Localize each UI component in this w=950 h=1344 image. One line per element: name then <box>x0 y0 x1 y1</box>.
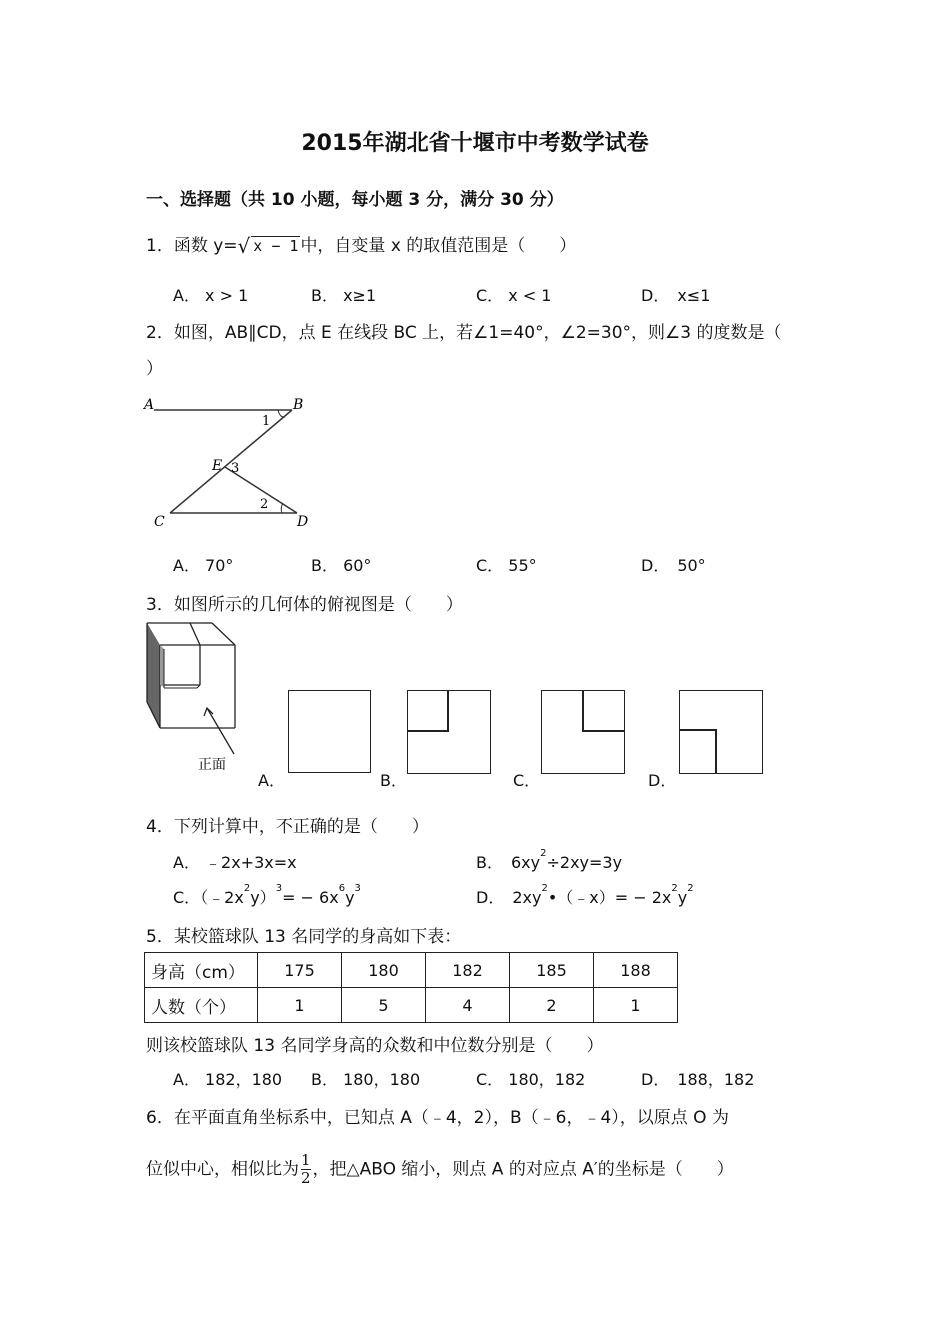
question-2-line2: ） <box>146 359 163 379</box>
ratio-fraction: $\frac{1}{2}$ <box>301 1151 311 1187</box>
front-label: 正面 <box>198 757 226 773</box>
q2-figure <box>140 392 330 532</box>
table-cell: 188 <box>594 953 678 988</box>
question-4: 4．下列计算中，不正确的是（ ） <box>146 817 429 837</box>
q1-radicand: x − 1 <box>253 237 299 255</box>
label-d: D <box>297 514 309 530</box>
q3-option-c-label: C． <box>513 771 541 790</box>
q4-option-a: A． ﹣2x+3x=x <box>173 853 297 872</box>
angle-2-arc <box>281 503 283 513</box>
q5-option-d: D． 188，182 <box>641 1070 755 1089</box>
label-a: A <box>144 397 155 413</box>
question-2-line1: 2．如图，AB∥CD，点 E 在线段 BC 上，若∠1=40°，∠2=30°，则∠3 的度数是（ <box>146 323 782 343</box>
label-e: E <box>212 458 223 474</box>
table-cell: 180 <box>342 953 426 988</box>
question-5: 5．某校篮球队 13 名同学的身高如下表： <box>146 927 462 947</box>
q5-follow-text: 则该校篮球队 13 名同学身高的众数和中位数分别是（ ） <box>146 1036 604 1056</box>
page-title: 2015年湖北省十堰市中考数学试卷 <box>301 131 649 156</box>
question-6-line1: 6．在平面直角坐标系中，已知点 A（﹣4，2），B（﹣6，﹣4），以原点 O 为 <box>146 1108 729 1128</box>
table-header-height: 身高（cm） <box>145 953 258 988</box>
radical-sign: √ <box>237 234 251 258</box>
q3-option-d-figure <box>679 690 764 775</box>
table-cell: 2 <box>510 988 594 1023</box>
q2-option-c: C． 55° <box>476 556 537 575</box>
q3-option-a-square <box>288 690 371 773</box>
table-cell: 1 <box>258 988 342 1023</box>
table-cell: 1 <box>594 988 678 1023</box>
q3-option-d-label: D． <box>648 771 677 790</box>
height-table <box>144 952 678 1023</box>
label-b: B <box>293 397 304 413</box>
q2-option-d: D． 50° <box>641 556 706 575</box>
q2-option-a: A． 70° <box>173 556 234 575</box>
q3-option-c-figure <box>541 690 626 775</box>
question-1 <box>146 231 576 258</box>
solid-left-face <box>147 623 160 728</box>
q4-option-b: B． $6xy^2\div 2xy=3y$ <box>476 848 623 872</box>
q5-option-a: A． 182，180 <box>173 1070 283 1089</box>
table-cell: 4 <box>426 988 510 1023</box>
label-angle-1: 1 <box>262 414 271 429</box>
q3-option-b-label: B． <box>380 771 407 790</box>
label-c: C <box>154 514 165 530</box>
q1-option-b: B． x≥1 <box>311 286 377 305</box>
table-cell: 175 <box>258 953 342 988</box>
q1-option-d: D． x≤1 <box>641 286 711 305</box>
label-angle-3: 3 <box>231 461 240 476</box>
table-row <box>145 988 678 1023</box>
label-angle-2: 2 <box>260 497 269 512</box>
section-heading: 一、选择题（共 10 小题，每小题 3 分，满分 30 分） <box>146 190 564 210</box>
question-3: 3．如图所示的几何体的俯视图是（ ） <box>146 595 463 615</box>
q1-option-a: A． x > 1 <box>173 286 249 305</box>
table-cell: 5 <box>342 988 426 1023</box>
question-6-line2: 位似中心，相似比为 $\frac{1}{2}$ ，把△ABO 缩小，则点 A 的对应点 A′的坐标是（ ） <box>146 1151 734 1187</box>
q5-option-c: C． 180，182 <box>476 1070 586 1089</box>
table-row <box>145 953 678 988</box>
q4-option-c: C．$(﹣2x^2y)^3= - 6x^6y^3$ <box>173 883 361 907</box>
table-header-count: 人数（个） <box>145 988 258 1023</box>
q3-option-a-label: A． <box>258 771 285 790</box>
table-cell: 182 <box>426 953 510 988</box>
q1-option-c: C． x < 1 <box>476 286 552 305</box>
q2-option-b: B． 60° <box>311 556 372 575</box>
table-cell: 185 <box>510 953 594 988</box>
q5-option-b: B． 180，180 <box>311 1070 421 1089</box>
arrow-line <box>207 708 234 754</box>
q3-option-b-figure <box>407 690 492 775</box>
q4-option-d: D． $2xy^2•(﹣x)= - 2x^2y^2$ <box>476 883 694 907</box>
q1-prefix: 1．函数 y= <box>146 236 238 256</box>
q1-suffix: 中，自变量 x 的取值范围是（ ） <box>300 236 577 256</box>
q3-solid-figure <box>142 620 252 780</box>
